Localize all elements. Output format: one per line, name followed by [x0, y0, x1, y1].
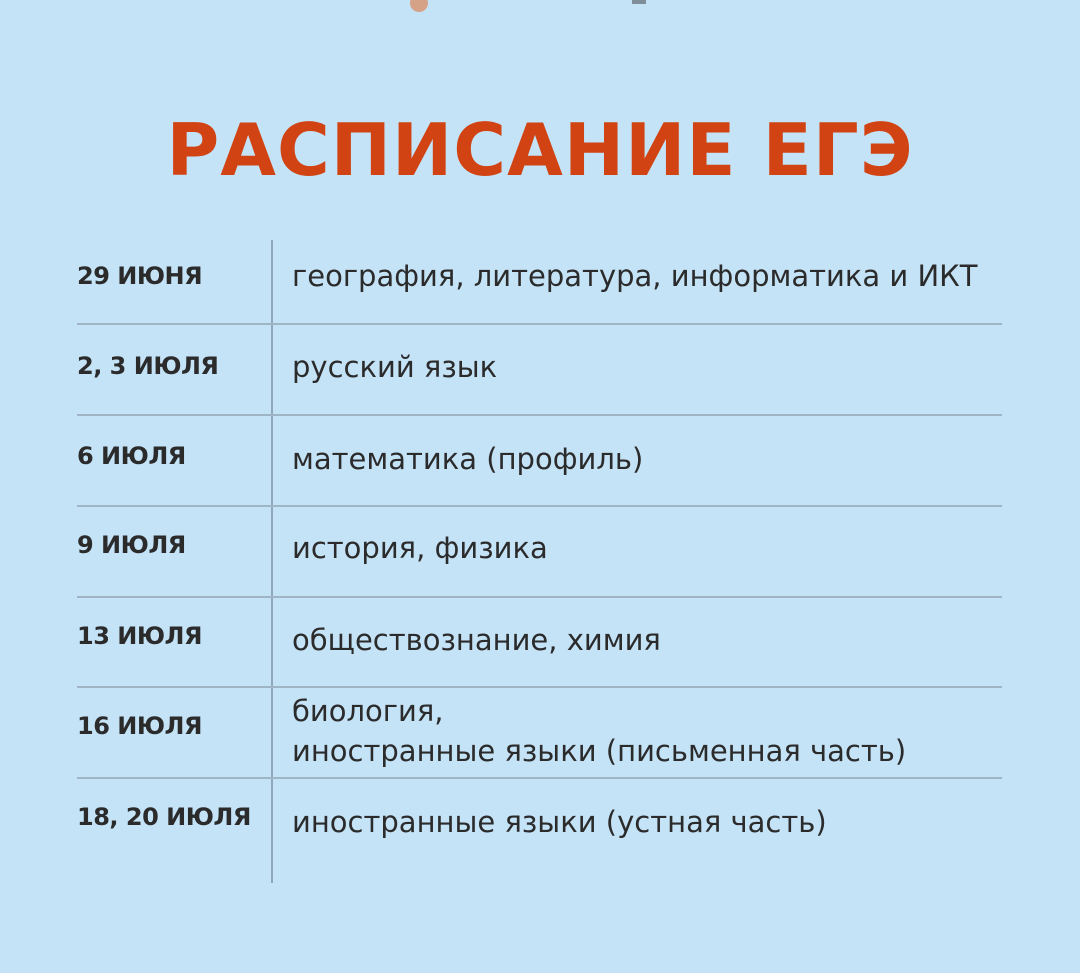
- page-title: РАСПИСАНИЕ ЕГЭ: [166, 108, 914, 192]
- subject-line: география, литература, информатика и ИКТ: [292, 259, 978, 293]
- exam-date: 16 ИЮЛЯ: [77, 712, 202, 740]
- exam-subjects: [292, 416, 997, 502]
- exam-date: 29 ИЮНЯ: [77, 262, 203, 290]
- exam-subjects: [292, 779, 997, 865]
- exam-date: 2, 3 ИЮЛЯ: [77, 352, 219, 380]
- subject-line: русский язык: [292, 350, 498, 384]
- table-row: [77, 240, 1002, 325]
- subject-line: иностранные языки (устная часть): [292, 805, 827, 839]
- exam-date: 6 ИЮЛЯ: [77, 442, 186, 470]
- exam-subjects: [292, 598, 997, 682]
- exam-date: 9 ИЮЛЯ: [77, 531, 186, 559]
- exam-date: 18, 20 ИЮЛЯ: [77, 803, 251, 831]
- table-row: [77, 416, 1002, 507]
- exam-subjects: [292, 507, 997, 589]
- table-row: [77, 507, 1002, 598]
- table-row: [77, 325, 1002, 416]
- subject-line: история, физика: [292, 531, 548, 565]
- exam-subjects: [292, 688, 997, 774]
- top-cropped-fragment: [402, 0, 702, 12]
- table-row: [77, 688, 1002, 779]
- table-row: [77, 779, 1002, 883]
- table-row: [77, 598, 1002, 688]
- subject-line: иностранные языки (письменная часть): [292, 734, 907, 768]
- subject-line: биология,: [292, 694, 444, 728]
- subject-line: математика (профиль): [292, 442, 644, 476]
- logo-icon: [410, 0, 428, 12]
- exam-subjects: [292, 325, 997, 409]
- exam-subjects: [292, 240, 997, 312]
- cropped-text-fragment: [632, 0, 646, 4]
- subject-line: обществознание, химия: [292, 623, 661, 657]
- exam-date: 13 ИЮЛЯ: [77, 622, 202, 650]
